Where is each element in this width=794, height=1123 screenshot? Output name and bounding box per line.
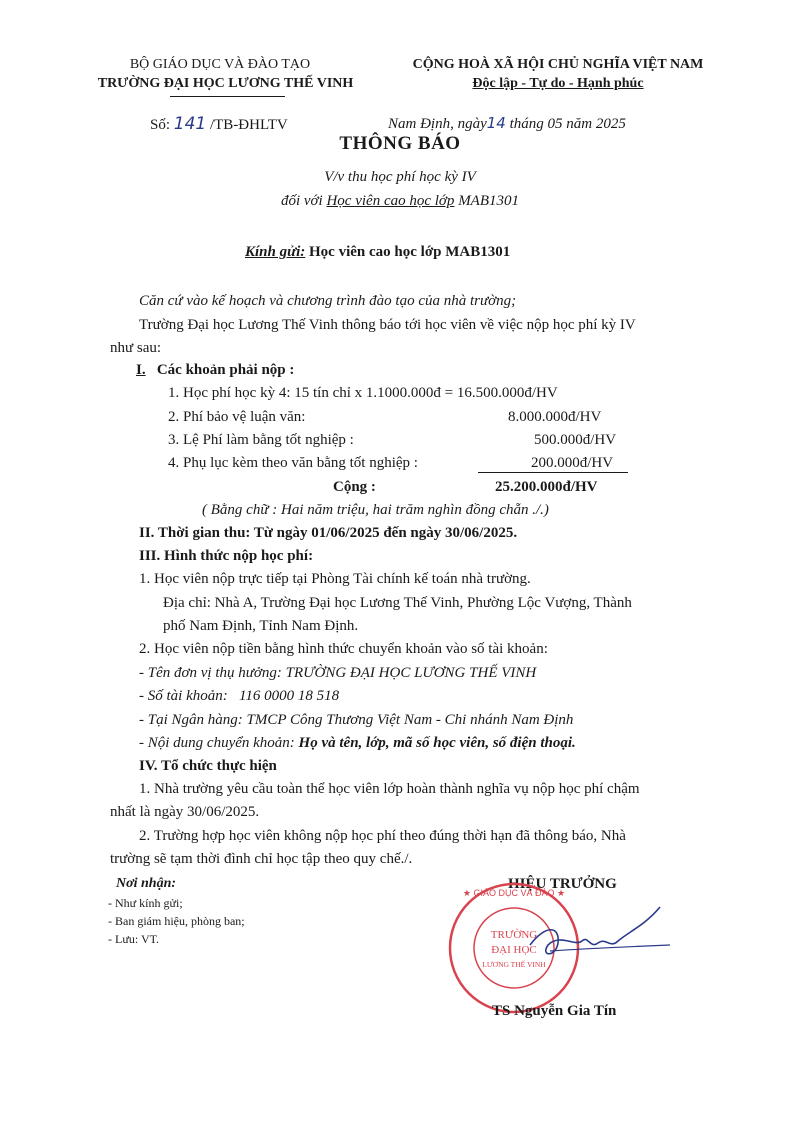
section-2-heading: II. Thời gian thu: Từ ngày 01/06/2025 đến ngày 30/06/2025.	[139, 525, 518, 541]
university-name: TRƯỜNG ĐẠI HỌC LƯƠNG THẾ VINH	[97, 76, 354, 91]
header-left-rule	[170, 96, 285, 97]
payment-address-2: phố Nam Định, Tỉnh Nam Định.	[163, 618, 359, 634]
payment-direct: 1. Học viên nộp trực tiếp tại Phòng Tài chính kế toán nhà trường.	[139, 571, 531, 587]
subject-line-2: đối với Học viên cao học lớp MAB1301	[280, 193, 520, 209]
intro-line-1: Trường Đại học Lương Thế Vinh thông báo tới học viên về việc nộp học phí kỳ IV	[139, 317, 636, 333]
payment-transfer: 2. Học viên nộp tiền bằng hình thức chuyển khoản vào số tài khoản:	[139, 641, 548, 657]
signature-scribble	[520, 895, 680, 975]
document-date: Nam Định, ngày14 tháng 05 năm 2025	[388, 114, 626, 132]
implementation-2a: 2. Trường hợp học viên không nộp học phí theo đúng thời hạn đã thông báo, Nhà	[139, 828, 626, 844]
beneficiary-line: - Tên đơn vị thụ hưởng: TRƯỜNG ĐẠI HỌC LƯƠNG THẾ VINH	[139, 665, 537, 681]
recipient-line: Kính gửi: Học viên cao học lớp MAB1301	[245, 244, 511, 260]
svg-text:ĐẠI HỌC: ĐẠI HỌC	[491, 944, 537, 956]
section-4-heading: IV. Tổ chức thực hiện	[139, 758, 277, 774]
implementation-1a: 1. Nhà trường yêu cầu toàn thể học viên lớp hoàn thành nghĩa vụ nộp học phí chậm	[139, 781, 640, 797]
payment-address-1: Địa chỉ: Nhà A, Trường Đại học Lương Thế Vinh, Phường Lộc Vượng, Thành	[163, 595, 632, 611]
account-line: - Số tài khoản: 116 0000 18 518	[139, 688, 340, 704]
fee-item-3: 3. Lệ Phí làm bằng tốt nghiệp :	[168, 432, 354, 448]
nation-name: CỘNG HOÀ XÃ HỘI CHỦ NGHĨA VIỆT NAM	[412, 57, 704, 72]
recipients-title: Nơi nhận:	[116, 876, 177, 891]
recipient-item: - Ban giám hiệu, phòng ban;	[108, 914, 245, 928]
nation-motto: Độc lập - Tự do - Hạnh phúc	[472, 76, 644, 91]
fee-item-4: 4. Phụ lục kèm theo văn bằng tốt nghiệp :	[168, 455, 418, 471]
section-3-heading: III. Hình thức nộp học phí:	[139, 548, 314, 564]
svg-text:★ GIÁO DỤC VÀ ĐÀO ★: ★ GIÁO DỤC VÀ ĐÀO ★	[462, 888, 566, 898]
fee-item-1: 1. Học phí học kỳ 4: 15 tín chỉ x 1.1000.000đ = 16.500.000đ/HV	[168, 385, 558, 401]
basis-text: Căn cứ vào kế hoạch và chương trình đào tạo của nhà trường;	[139, 293, 517, 309]
signer-name: TS Nguyễn Gia Tín	[492, 1003, 617, 1019]
total-label: Cộng :	[333, 479, 376, 495]
transfer-content-line: - Nội dung chuyển khoản: Họ và tên, lớp, mã số học viên, số điện thoại.	[139, 735, 576, 751]
implementation-2b: trường sẽ tạm thời đình chỉ học tập theo quy chế./.	[110, 851, 413, 867]
ministry-name: BỘ GIÁO DỤC VÀ ĐÀO TẠO	[129, 57, 311, 72]
recipient-item: - Lưu: VT.	[108, 932, 160, 946]
total-rule	[478, 472, 628, 473]
document-number: Số: 141 /TB-ĐHLTV	[150, 114, 288, 134]
signer-title: HIỆU TRƯỞNG	[508, 876, 617, 892]
recipient-item: - Như kính gửi;	[108, 896, 183, 910]
svg-text:TRƯỜNG: TRƯỜNG	[490, 929, 538, 941]
intro-line-2: như sau:	[110, 340, 162, 356]
section-1-heading: I. Các khoản phải nộp :	[136, 362, 295, 378]
document-title: THÔNG BÁO	[339, 133, 461, 154]
svg-text:LƯƠNG THẾ VINH: LƯƠNG THẾ VINH	[482, 960, 546, 969]
fee-item-4-amount: 200.000đ/HV	[531, 455, 614, 471]
fee-item-2-amount: 8.000.000đ/HV	[508, 409, 602, 425]
amount-in-words: ( Bằng chữ : Hai năm triệu, hai trăm nghìn đồng chẵn ./.)	[202, 502, 549, 518]
handwritten-day: 14	[486, 114, 506, 132]
subject-line-1: V/v thu học phí học kỳ IV	[324, 169, 476, 185]
implementation-1b: nhất là ngày 30/06/2025.	[110, 804, 260, 820]
fee-item-3-amount: 500.000đ/HV	[534, 432, 617, 448]
bank-line: - Tại Ngân hàng: TMCP Công Thương Việt Nam - Chi nhánh Nam Định	[139, 712, 574, 728]
total-value: 25.200.000đ/HV	[495, 479, 598, 495]
handwritten-number: 141	[173, 114, 207, 134]
fee-item-2: 2. Phí bảo vệ luận văn:	[168, 409, 306, 425]
